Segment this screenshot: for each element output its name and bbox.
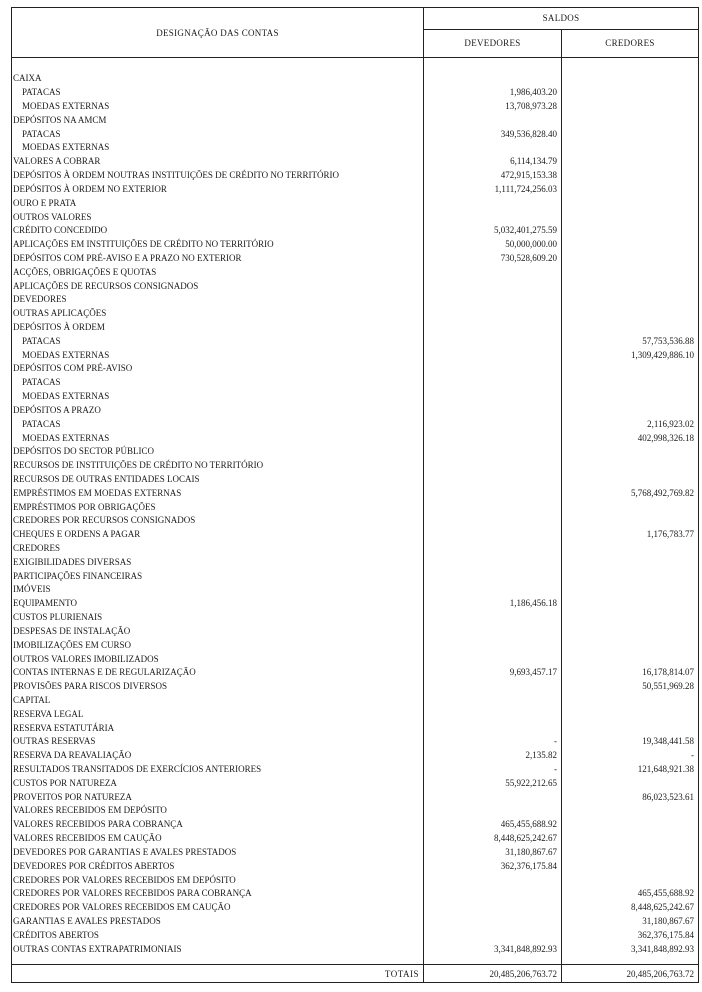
- debit-balance: [424, 790, 562, 804]
- account-name: PARTICIPAÇÕES FINANCEIRAS: [12, 569, 424, 583]
- debit-balance: 3,341,848,892.93: [424, 942, 562, 956]
- table-row: [12, 873, 699, 887]
- credit-balance: 465,455,688.92: [562, 887, 699, 901]
- debit-balance: 8,448,625,242.67: [424, 832, 562, 846]
- header-credores: CREDORES: [562, 29, 699, 57]
- account-name: MOEDAS EXTERNAS: [12, 141, 424, 155]
- credit-balance: [562, 72, 699, 86]
- credit-balance: 19,348,441.58: [562, 735, 699, 749]
- spacer-row: [12, 58, 699, 73]
- credit-balance: [562, 569, 699, 583]
- credit-balance: [562, 196, 699, 210]
- debit-balance: [424, 72, 562, 86]
- debit-balance: 1,111,724,256.03: [424, 183, 562, 197]
- debit-balance: [424, 707, 562, 721]
- header-saldos: SALDOS: [424, 8, 699, 30]
- table-row: [12, 362, 699, 376]
- table-row: [12, 404, 699, 418]
- debit-balance: [424, 625, 562, 639]
- credit-balance: [562, 376, 699, 390]
- account-name: CONTAS INTERNAS E DE REGULARIZAÇÃO: [12, 666, 424, 680]
- credit-balance: [562, 362, 699, 376]
- table-row: [12, 859, 699, 873]
- table-body: [12, 58, 699, 965]
- credit-balance: [562, 141, 699, 155]
- credit-balance: 16,178,814.07: [562, 666, 699, 680]
- table-row: [12, 307, 699, 321]
- account-name: PATACAS: [12, 376, 424, 390]
- credit-balance: [562, 514, 699, 528]
- debit-balance: 9,693,457.17: [424, 666, 562, 680]
- account-name: APLICAÇÕES DE RECURSOS CONSIGNADOS: [12, 279, 424, 293]
- header-designation: DESIGNAÇÃO DAS CONTAS: [12, 8, 424, 58]
- debit-balance: [424, 348, 562, 362]
- table-row: [12, 804, 699, 818]
- debit-balance: 465,455,688.92: [424, 818, 562, 832]
- account-name: DEPÓSITOS DO SECTOR PÚBLICO: [12, 445, 424, 459]
- table-row: [12, 224, 699, 238]
- account-name: CREDORES POR RECURSOS CONSIGNADOS: [12, 514, 424, 528]
- account-name: PATACAS: [12, 334, 424, 348]
- debit-balance: [424, 362, 562, 376]
- debit-balance: [424, 307, 562, 321]
- table-row: [12, 528, 699, 542]
- account-name: DEVEDORES POR CRÉDITOS ABERTOS: [12, 859, 424, 873]
- credit-balance: [562, 390, 699, 404]
- table-row: [12, 514, 699, 528]
- credit-balance: [562, 127, 699, 141]
- debit-balance: [424, 652, 562, 666]
- table-row: [12, 638, 699, 652]
- account-name: OUTROS VALORES IMOBILIZADOS: [12, 652, 424, 666]
- credit-balance: [562, 707, 699, 721]
- debit-balance: [424, 445, 562, 459]
- debit-balance: 2,135.82: [424, 749, 562, 763]
- account-name: APLICAÇÕES EM INSTITUIÇÕES DE CRÉDITO NO TERRITÓRIO: [12, 238, 424, 252]
- credit-balance: [562, 265, 699, 279]
- table-row: [12, 376, 699, 390]
- debit-balance: [424, 514, 562, 528]
- credit-balance: [562, 846, 699, 860]
- debit-balance: [424, 611, 562, 625]
- table-row: [12, 279, 699, 293]
- debit-balance: [424, 321, 562, 335]
- table-row: [12, 72, 699, 86]
- totals-label: TOTAIS: [12, 965, 424, 983]
- debit-balance: 1,186,456.18: [424, 597, 562, 611]
- debit-balance: 472,915,153.38: [424, 169, 562, 183]
- account-name: CAPITAL: [12, 694, 424, 708]
- credit-balance: [562, 625, 699, 639]
- account-name: PATACAS: [12, 417, 424, 431]
- account-name: RESERVA ESTATUTÁRIA: [12, 721, 424, 735]
- credit-balance: [562, 542, 699, 556]
- table-row: [12, 238, 699, 252]
- account-name: EQUIPAMENTO: [12, 597, 424, 611]
- debit-balance: [424, 915, 562, 929]
- debit-balance: [424, 500, 562, 514]
- table-row: [12, 500, 699, 514]
- credit-balance: [562, 597, 699, 611]
- table-row: [12, 887, 699, 901]
- table-row: [12, 763, 699, 777]
- account-name: VALORES RECEBIDOS PARA COBRANÇA: [12, 818, 424, 832]
- credit-balance: -: [562, 749, 699, 763]
- account-name: RECURSOS DE OUTRAS ENTIDADES LOCAIS: [12, 473, 424, 487]
- account-name: DEPÓSITOS COM PRÉ-AVISO: [12, 362, 424, 376]
- debit-balance: 730,528,609.20: [424, 252, 562, 266]
- account-name: IMOBILIZAÇÕES EM CURSO: [12, 638, 424, 652]
- credit-balance: 86,023,523.61: [562, 790, 699, 804]
- table-row: [12, 473, 699, 487]
- table-row: [12, 680, 699, 694]
- debit-balance: 50,000,000.00: [424, 238, 562, 252]
- table-row: [12, 210, 699, 224]
- credit-balance: [562, 252, 699, 266]
- credit-balance: [562, 183, 699, 197]
- debit-balance: 349,536,828.40: [424, 127, 562, 141]
- account-name: RECURSOS DE INSTITUIÇÕES DE CRÉDITO NO TERRITÓRIO: [12, 459, 424, 473]
- credit-balance: 50,551,969.28: [562, 680, 699, 694]
- account-name: DEPÓSITOS A PRAZO: [12, 404, 424, 418]
- debit-balance: [424, 542, 562, 556]
- debit-balance: 55,922,212.65: [424, 776, 562, 790]
- credit-balance: [562, 307, 699, 321]
- debit-balance: -: [424, 735, 562, 749]
- table-row: [12, 666, 699, 680]
- table-row: [12, 348, 699, 362]
- table-row: [12, 776, 699, 790]
- table-row: [12, 155, 699, 169]
- account-name: DEPÓSITOS COM PRÉ-AVISO E A PRAZO NO EXTERIOR: [12, 252, 424, 266]
- credit-balance: 2,116,923.02: [562, 417, 699, 431]
- table-row: [12, 431, 699, 445]
- table-row: [12, 390, 699, 404]
- debit-balance: [424, 680, 562, 694]
- credit-balance: 402,998,326.18: [562, 431, 699, 445]
- account-name: PATACAS: [12, 86, 424, 100]
- account-name: MOEDAS EXTERNAS: [12, 390, 424, 404]
- table-row: [12, 334, 699, 348]
- credit-balance: [562, 279, 699, 293]
- balance-table: [11, 7, 699, 983]
- credit-balance: [562, 445, 699, 459]
- table-row: [12, 915, 699, 929]
- account-name: GARANTIAS E AVALES PRESTADOS: [12, 915, 424, 929]
- debit-balance: [424, 473, 562, 487]
- credit-balance: [562, 224, 699, 238]
- account-name: CRÉDITOS ABERTOS: [12, 928, 424, 942]
- account-name: CREDORES: [12, 542, 424, 556]
- account-name: DEPÓSITOS À ORDEM NO EXTERIOR: [12, 183, 424, 197]
- credit-balance: [562, 404, 699, 418]
- credit-balance: [562, 832, 699, 846]
- table-row: [12, 583, 699, 597]
- credit-balance: [562, 113, 699, 127]
- account-name: CREDORES POR VALORES RECEBIDOS PARA COBRANÇA: [12, 887, 424, 901]
- table-row: [12, 141, 699, 155]
- credit-balance: 3,341,848,892.93: [562, 942, 699, 956]
- account-name: CREDORES POR VALORES RECEBIDOS EM CAUÇÃO: [12, 901, 424, 915]
- credit-balance: [562, 859, 699, 873]
- debit-balance: [424, 583, 562, 597]
- debit-balance: 13,708,973.28: [424, 100, 562, 114]
- debit-balance: [424, 721, 562, 735]
- debit-balance: 5,032,401,275.59: [424, 224, 562, 238]
- table-row: [12, 169, 699, 183]
- credit-balance: [562, 555, 699, 569]
- account-name: RESULTADOS TRANSITADOS DE EXERCÍCIOS ANTERIORES: [12, 763, 424, 777]
- debit-balance: [424, 376, 562, 390]
- account-name: DEVEDORES POR GARANTIAS E AVALES PRESTADOS: [12, 846, 424, 860]
- account-name: EMPRÉSTIMOS POR OBRIGAÇÕES: [12, 500, 424, 514]
- credit-balance: [562, 500, 699, 514]
- credit-balance: 8,448,625,242.67: [562, 901, 699, 915]
- table-row: [12, 445, 699, 459]
- credit-balance: [562, 873, 699, 887]
- table-row: [12, 942, 699, 956]
- account-name: DEPÓSITOS À ORDEM: [12, 321, 424, 335]
- debit-balance: [424, 638, 562, 652]
- debit-balance: [424, 210, 562, 224]
- credit-balance: [562, 86, 699, 100]
- account-name: ACÇÕES, OBRIGAÇÕES E QUOTAS: [12, 265, 424, 279]
- credit-balance: [562, 721, 699, 735]
- debit-balance: [424, 928, 562, 942]
- account-name: VALORES RECEBIDOS EM DEPÓSITO: [12, 804, 424, 818]
- account-name: RESERVA LEGAL: [12, 707, 424, 721]
- account-name: RESERVA DA REAVALIAÇÃO: [12, 749, 424, 763]
- credit-balance: [562, 238, 699, 252]
- table-row: [12, 417, 699, 431]
- credit-balance: 121,648,921.38: [562, 763, 699, 777]
- table-row: [12, 707, 699, 721]
- credit-balance: [562, 652, 699, 666]
- debit-balance: [424, 804, 562, 818]
- table-row: [12, 735, 699, 749]
- table-row: [12, 265, 699, 279]
- table-row: [12, 127, 699, 141]
- debit-balance: 362,376,175.84: [424, 859, 562, 873]
- account-name: MOEDAS EXTERNAS: [12, 431, 424, 445]
- table-row: [12, 694, 699, 708]
- debit-balance: [424, 265, 562, 279]
- debit-balance: [424, 459, 562, 473]
- credit-balance: [562, 210, 699, 224]
- table-row: [12, 252, 699, 266]
- table-row: [12, 86, 699, 100]
- table-row: [12, 293, 699, 307]
- table-row: [12, 625, 699, 639]
- account-name: EMPRÉSTIMOS EM MOEDAS EXTERNAS: [12, 486, 424, 500]
- debit-balance: [424, 431, 562, 445]
- credit-balance: [562, 293, 699, 307]
- table-row: [12, 486, 699, 500]
- credit-balance: 362,376,175.84: [562, 928, 699, 942]
- credit-balance: [562, 694, 699, 708]
- account-name: CUSTOS POR NATUREZA: [12, 776, 424, 790]
- credit-balance: [562, 776, 699, 790]
- account-name: OUTRAS RESERVAS: [12, 735, 424, 749]
- table-row: [12, 928, 699, 942]
- account-name: PROVISÕES PARA RISCOS DIVERSOS: [12, 680, 424, 694]
- table-row: [12, 100, 699, 114]
- debit-balance: [424, 569, 562, 583]
- debit-balance: -: [424, 763, 562, 777]
- debit-balance: [424, 694, 562, 708]
- account-name: PATACAS: [12, 127, 424, 141]
- credit-balance: [562, 321, 699, 335]
- bottom-spacer-row: [12, 956, 699, 965]
- credit-balance: 1,176,783.77: [562, 528, 699, 542]
- account-name: OUTRAS CONTAS EXTRAPATRIMONIAIS: [12, 942, 424, 956]
- account-name: DEVEDORES: [12, 293, 424, 307]
- credit-balance: [562, 459, 699, 473]
- credit-balance: [562, 169, 699, 183]
- table-row: [12, 597, 699, 611]
- credit-balance: [562, 473, 699, 487]
- credit-balance: 5,768,492,769.82: [562, 486, 699, 500]
- table-row: [12, 113, 699, 127]
- table-row: [12, 832, 699, 846]
- table-row: [12, 721, 699, 735]
- debit-balance: [424, 901, 562, 915]
- account-name: CHEQUES E ORDENS A PAGAR: [12, 528, 424, 542]
- table-row: [12, 183, 699, 197]
- credit-balance: [562, 611, 699, 625]
- credit-balance: [562, 818, 699, 832]
- totals-credores: 20,485,206,763.72: [562, 965, 699, 983]
- account-name: OUTRAS APLICAÇÕES: [12, 307, 424, 321]
- debit-balance: [424, 873, 562, 887]
- credit-balance: [562, 100, 699, 114]
- debit-balance: [424, 334, 562, 348]
- debit-balance: [424, 279, 562, 293]
- debit-balance: [424, 390, 562, 404]
- account-name: VALORES A COBRAR: [12, 155, 424, 169]
- debit-balance: [424, 417, 562, 431]
- account-name: MOEDAS EXTERNAS: [12, 348, 424, 362]
- table-row: [12, 555, 699, 569]
- debit-balance: [424, 887, 562, 901]
- credit-balance: [562, 804, 699, 818]
- header-devedores: DEVEDORES: [424, 29, 562, 57]
- account-name: DEPÓSITOS NA AMCM: [12, 113, 424, 127]
- account-name: CREDORES POR VALORES RECEBIDOS EM DEPÓSITO: [12, 873, 424, 887]
- debit-balance: [424, 196, 562, 210]
- debit-balance: 31,180,867.67: [424, 846, 562, 860]
- debit-balance: 6,114,134.79: [424, 155, 562, 169]
- debit-balance: [424, 555, 562, 569]
- account-name: OURO E PRATA: [12, 196, 424, 210]
- debit-balance: [424, 141, 562, 155]
- debit-balance: [424, 113, 562, 127]
- account-name: CUSTOS PLURIENAIS: [12, 611, 424, 625]
- table-row: [12, 569, 699, 583]
- table-row: [12, 611, 699, 625]
- credit-balance: [562, 155, 699, 169]
- table-row: [12, 459, 699, 473]
- table-row: [12, 790, 699, 804]
- debit-balance: [424, 293, 562, 307]
- account-name: MOEDAS EXTERNAS: [12, 100, 424, 114]
- credit-balance: [562, 583, 699, 597]
- credit-balance: [562, 638, 699, 652]
- account-name: PROVEITOS POR NATUREZA: [12, 790, 424, 804]
- totals-row: [12, 965, 699, 983]
- table-row: [12, 196, 699, 210]
- credit-balance: 1,309,429,886.10: [562, 348, 699, 362]
- account-name: CAIXA: [12, 72, 424, 86]
- debit-balance: 1,986,403.20: [424, 86, 562, 100]
- table-row: [12, 542, 699, 556]
- table-row: [12, 652, 699, 666]
- credit-balance: 31,180,867.67: [562, 915, 699, 929]
- debit-balance: [424, 528, 562, 542]
- table-row: [12, 818, 699, 832]
- table-row: [12, 846, 699, 860]
- account-name: VALORES RECEBIDOS EM CAUÇÃO: [12, 832, 424, 846]
- account-name: EXIGIBILIDADES DIVERSAS: [12, 555, 424, 569]
- account-name: OUTROS VALORES: [12, 210, 424, 224]
- account-name: DEPÓSITOS À ORDEM NOUTRAS INSTITUIÇÕES DE CRÉDITO NO TERRITÓRIO: [12, 169, 424, 183]
- debit-balance: [424, 404, 562, 418]
- credit-balance: 57,753,536.88: [562, 334, 699, 348]
- totals-devedores: 20,485,206,763.72: [424, 965, 562, 983]
- table-row: [12, 749, 699, 763]
- table-row: [12, 901, 699, 915]
- account-name: IMÓVEIS: [12, 583, 424, 597]
- table-row: [12, 321, 699, 335]
- debit-balance: [424, 486, 562, 500]
- account-name: CRÉDITO CONCEDIDO: [12, 224, 424, 238]
- account-name: DESPESAS DE INSTALAÇÃO: [12, 625, 424, 639]
